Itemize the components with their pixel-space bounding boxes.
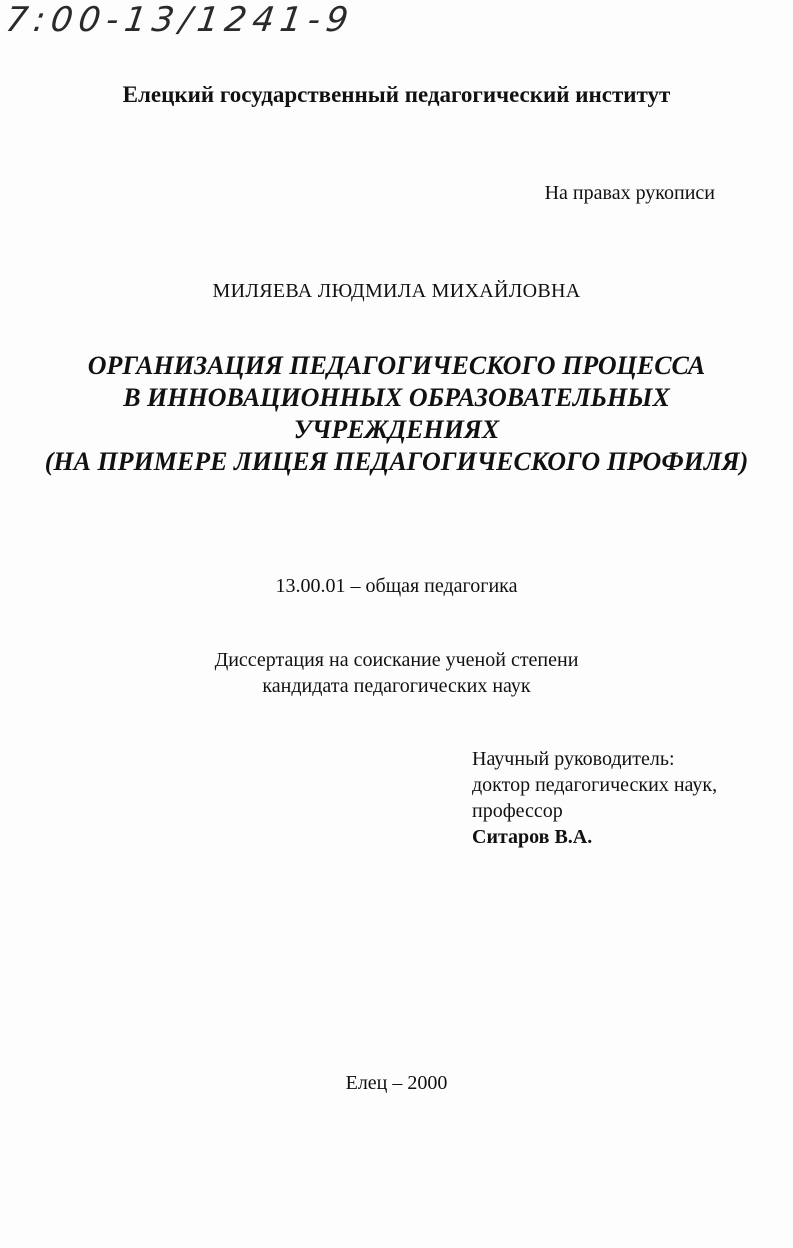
supervisor-label: Научный руководитель: [472, 748, 675, 770]
institution-name: Елецкий государственный педагогический институт [122, 82, 671, 107]
title-line-1: ОРГАНИЗАЦИЯ ПЕДАГОГИЧЕСКОГО ПРОЦЕССА [87, 351, 706, 380]
author-name: МИЛЯЕВА ЛЮДМИЛА МИХАЙЛОВНА [212, 280, 581, 302]
supervisor-rank: профессор [472, 800, 563, 822]
specialty-code: 13.00.01 – общая педагогика [275, 575, 518, 597]
supervisor-name: Ситаров В.А. [472, 826, 593, 848]
title-line-3: УЧРЕЖДЕНИЯХ [293, 415, 500, 444]
title-line-4: (НА ПРИМЕРЕ ЛИЦЕЯ ПЕДАГОГИЧЕСКОГО ПРОФИЛЯ) [44, 447, 749, 476]
dissertation-title [0, 350, 793, 478]
dissertation-degree [0, 647, 793, 699]
title-line-2: В ИННОВАЦИОННЫХ ОБРАЗОВАТЕЛЬНЫХ [123, 383, 670, 412]
supervisor-degree: доктор педагогических наук, [472, 774, 718, 796]
supervisor-block [472, 746, 717, 850]
manuscript-note: На правах рукописи [544, 182, 715, 204]
handwritten-archive-code: 7:00-13/1241-9 [3, 0, 357, 40]
dissertation-line-1: Диссертация на соискание ученой степени [214, 649, 579, 671]
city-year: Елец – 2000 [345, 1072, 448, 1094]
dissertation-line-2: кандидата педагогических наук [262, 675, 531, 697]
